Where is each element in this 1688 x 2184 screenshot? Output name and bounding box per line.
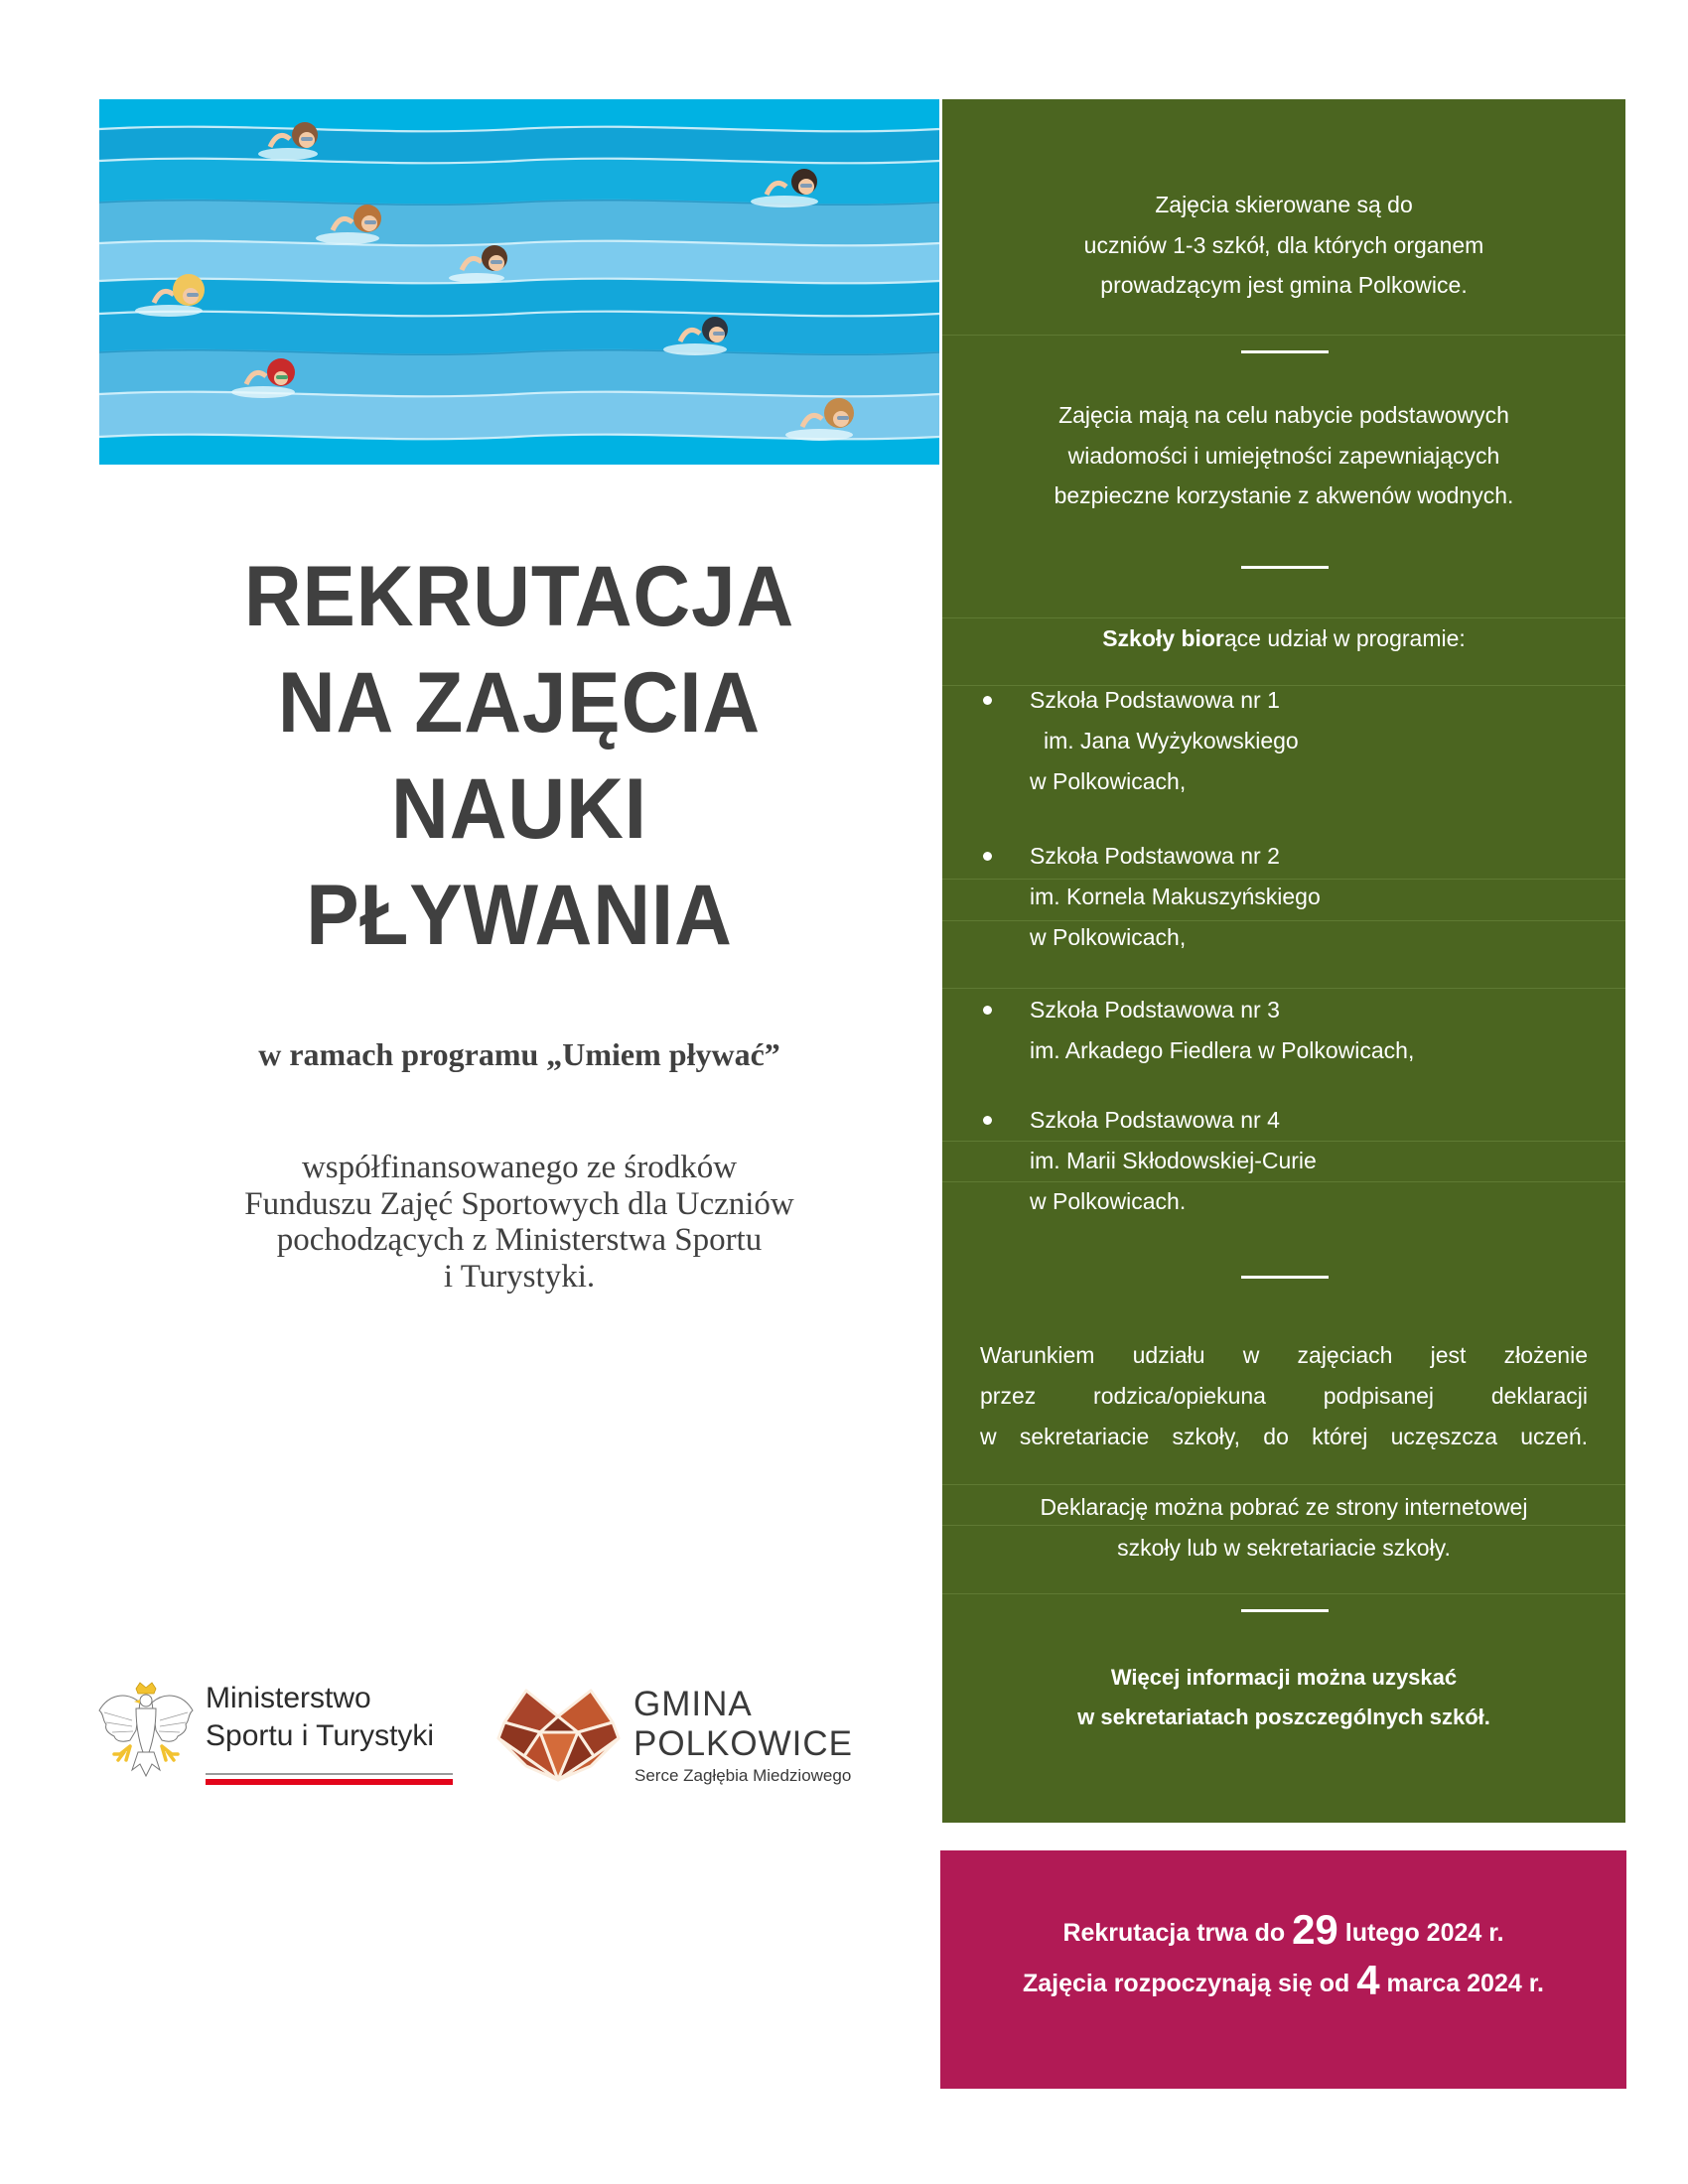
- school-location: w Polkowicach,: [1030, 924, 1187, 950]
- schools-heading-bold: Szkoły bior: [1102, 625, 1224, 651]
- ministry-name: [206, 1680, 434, 1755]
- bullet-icon: [983, 852, 992, 861]
- start-prefix: Zajęcia rozpoczynają się od: [1022, 1970, 1357, 1997]
- schools-heading-rest: ące udział w programie:: [1223, 625, 1466, 651]
- school-patron: im. Jana Wyżykowskiego: [1044, 728, 1299, 753]
- intro-paragraph: [942, 185, 1625, 306]
- white-eagle-emblem-icon: [96, 1681, 196, 1780]
- download-line: Deklarację można pobrać ze strony internetowej: [1040, 1494, 1528, 1520]
- program-subtitle: w ramach programu „Umiem pływać”: [258, 1036, 780, 1072]
- schools-heading: [942, 623, 1625, 653]
- school-location: w Polkowicach,: [1030, 768, 1187, 794]
- section-dash: [1241, 566, 1329, 569]
- school-name: Szkoła Podstawowa nr 2: [1030, 843, 1280, 869]
- more-info-line: Więcej informacji można uzyskać: [1110, 1665, 1458, 1690]
- ministry-red-rule: [206, 1779, 453, 1785]
- section-dash: [1241, 1276, 1329, 1279]
- recruitment-prefix: Rekrutacja trwa do: [1062, 1919, 1293, 1947]
- divider-line: [942, 617, 1625, 618]
- school-patron: im. Kornela Makuszyńskiego: [1030, 884, 1321, 909]
- download-line: szkoły lub w sekretariacie szkoły.: [1117, 1534, 1451, 1561]
- title-line: REKRUTACJA: [243, 549, 795, 644]
- section-dash: [1241, 350, 1329, 353]
- cofinancing-line: współfinansowanego ze środków: [301, 1150, 738, 1185]
- download-paragraph: [942, 1487, 1625, 1568]
- intro-line: uczniów 1-3 szkół, dla których organem: [1083, 231, 1484, 258]
- classes-start-date: [940, 1957, 1626, 2004]
- goal-line: wiadomości i umiejętności zapewniających: [1067, 442, 1500, 469]
- page-title: [129, 544, 911, 969]
- title-line: NAUKI: [391, 761, 647, 857]
- gmina-name-line1: GMINA: [633, 1685, 753, 1723]
- school-name: Szkoła Podstawowa nr 4: [1030, 1107, 1280, 1133]
- condition-line: przez rodzica/opiekuna podpisanej deklaracji: [980, 1383, 1588, 1409]
- cofinancing-line: i Turystyki.: [443, 1258, 596, 1295]
- bullet-icon: [983, 1006, 992, 1015]
- divider-line: [942, 1525, 1625, 1526]
- dates-box: [940, 1850, 1626, 2089]
- info-panel: [942, 99, 1625, 1823]
- divider-line: [942, 988, 1625, 989]
- divider-line: [942, 1141, 1625, 1142]
- title-line: PŁYWANIA: [306, 868, 733, 963]
- ministry-name-line2: Sportu i Turystyki: [206, 1719, 435, 1752]
- divider-line: [942, 879, 1625, 880]
- intro-line: prowadzącym jest gmina Polkowice.: [1100, 272, 1468, 298]
- more-info-note: [942, 1658, 1625, 1737]
- cofinancing-line: pochodzących z Ministerstwa Sportu: [276, 1222, 763, 1258]
- condition-paragraph: [980, 1335, 1588, 1457]
- start-suffix: marca 2024 r.: [1379, 1970, 1544, 1997]
- goal-line: Zajęcia mają na celu nabycie podstawowych: [1058, 402, 1509, 428]
- school-name: Szkoła Podstawowa nr 3: [1030, 997, 1280, 1023]
- title-line: NA ZAJĘCIA: [277, 655, 762, 751]
- school-name: Szkoła Podstawowa nr 1: [1030, 687, 1280, 713]
- cofinancing-line: Funduszu Zajęć Sportowych dla Uczniów: [244, 1185, 794, 1222]
- divider-line: [942, 1593, 1625, 1594]
- school-patron: im. Marii Skłodowskiej-Curie: [1030, 1148, 1317, 1173]
- cofinancing-note: [99, 1150, 939, 1295]
- condition-line: Warunkiem udziału w zajęciach jest złożenie: [980, 1342, 1588, 1368]
- gmina-polkowice-logo: [496, 1683, 914, 1792]
- divider-line: [942, 335, 1625, 336]
- header-pool-illustration: [99, 99, 939, 465]
- swimming-pool-icon: [99, 99, 939, 465]
- ministry-logo: [96, 1678, 464, 1789]
- school-patron: im. Arkadego Fiedlera w Polkowicach,: [1030, 1037, 1415, 1063]
- recruitment-suffix: lutego 2024 r.: [1337, 1919, 1504, 1947]
- gmina-name: [633, 1685, 853, 1764]
- ministry-grey-rule: [206, 1773, 453, 1775]
- gmina-tagline: Serce Zagłębia Miedziowego: [634, 1766, 852, 1785]
- divider-line: [942, 1181, 1625, 1182]
- divider-line: [942, 920, 1625, 921]
- bullet-icon: [983, 696, 992, 705]
- ministry-name-line1: Ministerstwo: [206, 1682, 371, 1714]
- divider-line: [942, 1484, 1625, 1485]
- goal-paragraph: [942, 395, 1625, 516]
- bullet-icon: [983, 1116, 992, 1125]
- gmina-name-line2: POLKOWICE: [633, 1724, 853, 1763]
- recruitment-deadline: [940, 1906, 1626, 1954]
- intro-line: Zajęcia skierowane są do: [1155, 192, 1413, 217]
- start-day: 4: [1356, 1957, 1380, 2003]
- goal-line: bezpieczne korzystanie z akwenów wodnych.: [1054, 482, 1514, 508]
- school-location: w Polkowicach.: [1030, 1188, 1187, 1214]
- more-info-line: w sekretariatach poszczególnych szkół.: [1077, 1705, 1490, 1729]
- section-dash: [1241, 1609, 1329, 1612]
- copper-heart-icon: [496, 1687, 621, 1784]
- condition-line: w sekretariacie szkoły, do której uczęszcza uczeń.: [980, 1424, 1588, 1449]
- recruitment-day: 29: [1292, 1906, 1338, 1953]
